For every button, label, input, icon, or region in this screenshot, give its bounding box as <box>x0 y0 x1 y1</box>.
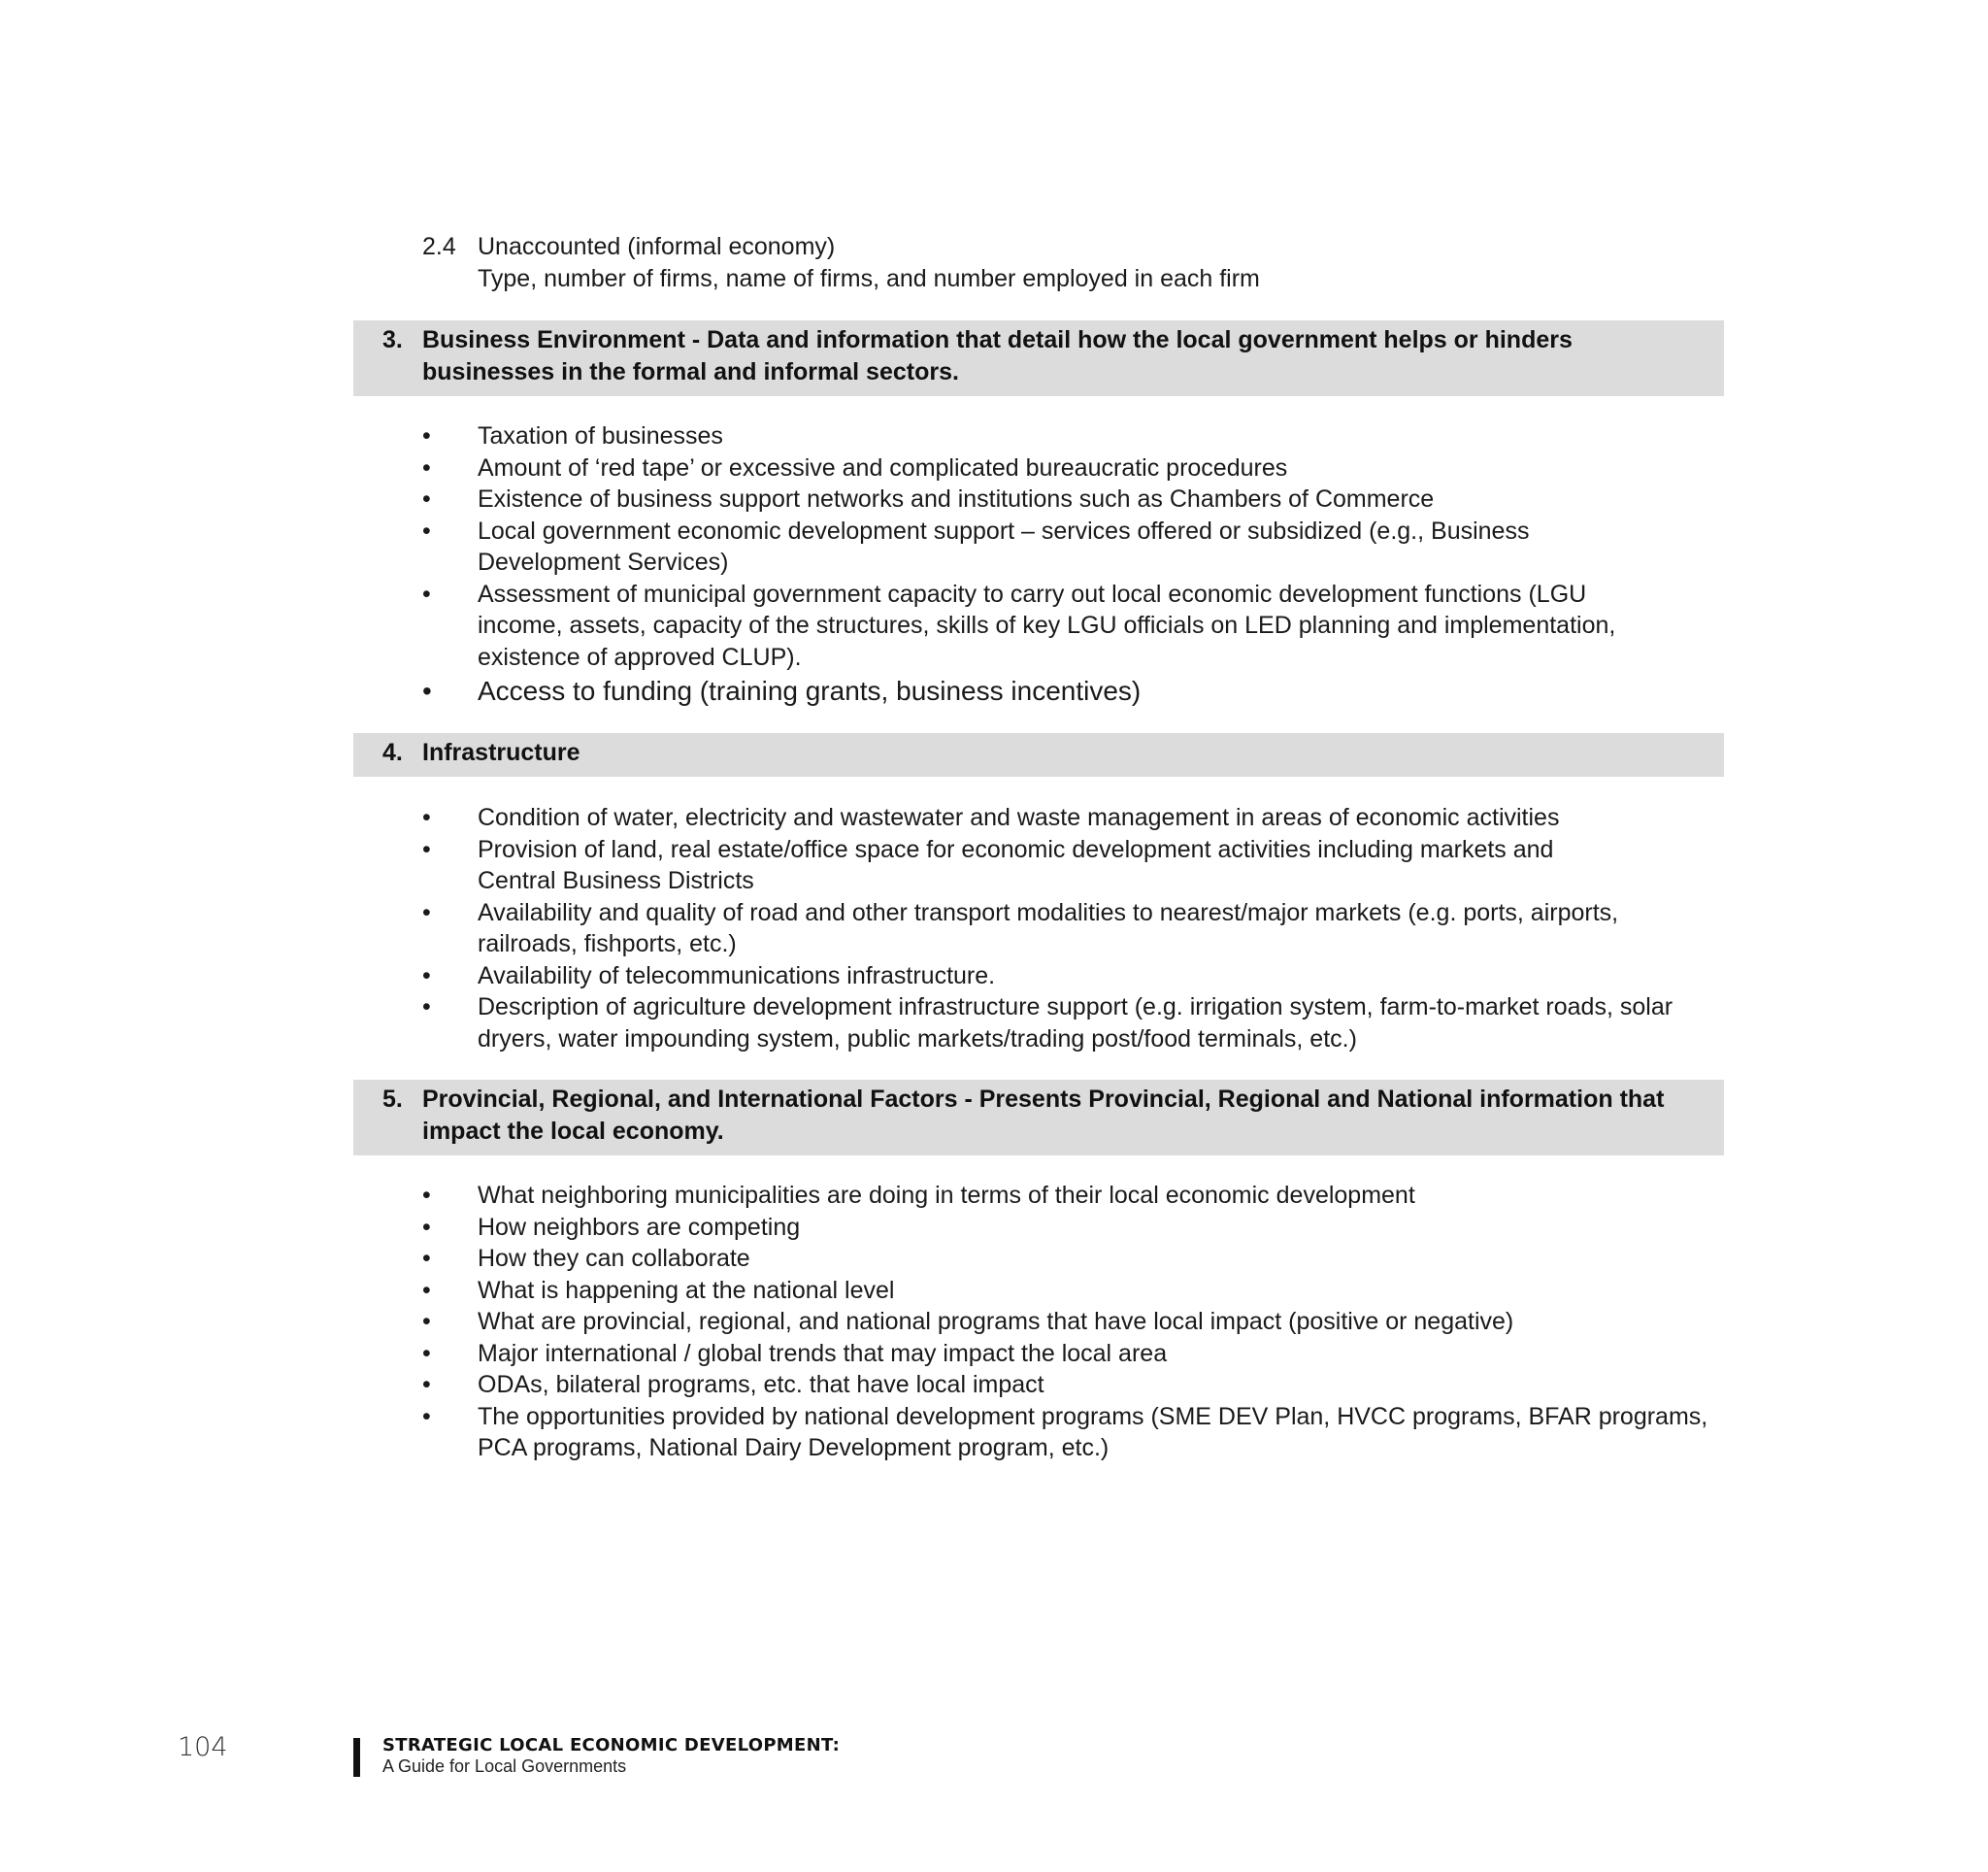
bullet-icon: • <box>422 1213 431 1241</box>
list-item <box>422 1338 1713 1370</box>
bullet-icon: • <box>422 517 431 545</box>
list-item <box>422 960 1713 992</box>
list-item <box>422 1369 1713 1401</box>
footer-subtitle: A Guide for Local Governments <box>382 1756 627 1776</box>
list-item-text: What is happening at the national level <box>478 1276 895 1304</box>
list-item-text: How neighbors are competing <box>478 1213 801 1241</box>
list-item <box>422 579 1713 674</box>
section-number: 3. <box>382 326 403 353</box>
list-item <box>422 1306 1713 1338</box>
list-item <box>422 1275 1713 1307</box>
list-item-text: Provision of land, real estate/office space for economic development activities including markets and Central Business Districts <box>478 835 1554 894</box>
list-item-text: Major international / global trends that may impact the local area <box>478 1339 1168 1367</box>
list-item <box>422 1401 1713 1464</box>
section-heading-line: Business Environment - Data and information that detail how the local government helps or hinders <box>422 326 1573 353</box>
bullet-icon: • <box>422 1402 431 1430</box>
section-number: 4. <box>382 739 403 766</box>
list-item <box>422 1180 1713 1212</box>
list-item <box>422 1243 1713 1275</box>
bullet-icon: • <box>422 1339 431 1367</box>
bullet-icon: • <box>422 898 431 926</box>
list-item-text: What neighboring municipalities are doing in terms of their local economic development <box>478 1182 1415 1209</box>
list-item <box>422 802 1713 834</box>
bullet-icon: • <box>422 993 431 1020</box>
bullet-icon: • <box>422 580 431 608</box>
list-item <box>422 991 1713 1054</box>
list-item <box>422 834 1713 897</box>
list-item-text: Availability and quality of road and other transport modalities to nearest/major markets (e.g. ports, airports, railroads, fishports, etc.) <box>478 898 1619 957</box>
list-item <box>422 420 1713 452</box>
section-5-list <box>422 1180 1713 1464</box>
section-3-heading <box>353 320 1724 396</box>
section-heading-line: impact the local economy. <box>422 1118 724 1145</box>
section-4-heading <box>353 733 1724 777</box>
list-item-text: Taxation of businesses <box>478 422 723 450</box>
footer-divider <box>353 1738 360 1777</box>
section-number: 5. <box>382 1086 403 1113</box>
bullet-icon: • <box>422 422 431 450</box>
bullet-icon: • <box>422 961 431 989</box>
bullet-icon: • <box>422 1182 431 1209</box>
list-item-text: Amount of ‘red tape’ or excessive and complicated bureaucratic procedures <box>478 453 1288 482</box>
footer-title: STRATEGIC LOCAL ECONOMIC DEVELOPMENT: <box>382 1735 841 1755</box>
list-item <box>422 516 1713 579</box>
bullet-icon: • <box>422 1276 431 1304</box>
list-item-text: Existence of business support networks and institutions such as Chambers of Commerce <box>478 485 1435 513</box>
list-item <box>422 1212 1713 1244</box>
bullet-icon: • <box>422 453 431 482</box>
list-item-text: Description of agriculture development infrastructure support (e.g. irrigation system, farm-to-market roads, solar dryers, water impounding system, public markets/trading post/food terminals, etc.) <box>478 993 1673 1053</box>
subsection-2-4 <box>422 231 1684 295</box>
list-item <box>422 452 1713 485</box>
list-item <box>422 673 1713 710</box>
section-5-heading <box>353 1080 1724 1155</box>
list-item-text: ODAs, bilateral programs, etc. that have local impact <box>478 1371 1044 1398</box>
section-heading-line: Infrastructure <box>422 739 580 766</box>
bullet-icon: • <box>422 1371 431 1398</box>
page-number: 104 <box>178 1732 228 1762</box>
list-item <box>422 484 1713 516</box>
list-item-text: How they can collaborate <box>478 1245 750 1272</box>
section-heading-line: Provincial, Regional, and International Factors - Presents Provincial, Regional and National information that <box>422 1086 1665 1113</box>
section-heading-line: businesses in the formal and informal sectors. <box>422 358 959 385</box>
section-4-list <box>422 802 1713 1054</box>
bullet-icon: • <box>422 676 432 706</box>
list-item-text: The opportunities provided by national development programs (SME DEV Plan, HVCC programs, BFAR programs, PCA programs, National Dairy Development program, etc.) <box>478 1402 1708 1461</box>
subsection-title: Unaccounted (informal economy) <box>478 233 836 260</box>
bullet-icon: • <box>422 835 431 863</box>
section-3-list <box>422 420 1713 710</box>
list-item-text: Availability of telecommunications infrastructure. <box>478 961 996 989</box>
list-item <box>422 897 1713 960</box>
list-item-text: Local government economic development support – services offered or subsidized (e.g., Business Development Services) <box>478 517 1530 576</box>
bullet-icon: • <box>422 485 431 513</box>
list-item-text: Access to funding (training grants, business incentives) <box>478 676 1142 706</box>
list-item-text: Assessment of municipal government capacity to carry out local economic development functions (LGU income, assets, capacity of the structures, skills of key LGU officials on LED planning and implementation, existence of approved CLUP). <box>478 580 1616 671</box>
bullet-icon: • <box>422 1308 431 1335</box>
list-item-text: Condition of water, electricity and wastewater and waste management in areas of economic activities <box>478 804 1560 831</box>
bullet-icon: • <box>422 1245 431 1272</box>
bullet-icon: • <box>422 804 431 831</box>
subsection-number: 2.4 <box>422 233 456 260</box>
list-item-text: What are provincial, regional, and national programs that have local impact (positive or negative) <box>478 1308 1514 1335</box>
subsection-detail: Type, number of firms, name of firms, and number employed in each firm <box>478 265 1260 292</box>
